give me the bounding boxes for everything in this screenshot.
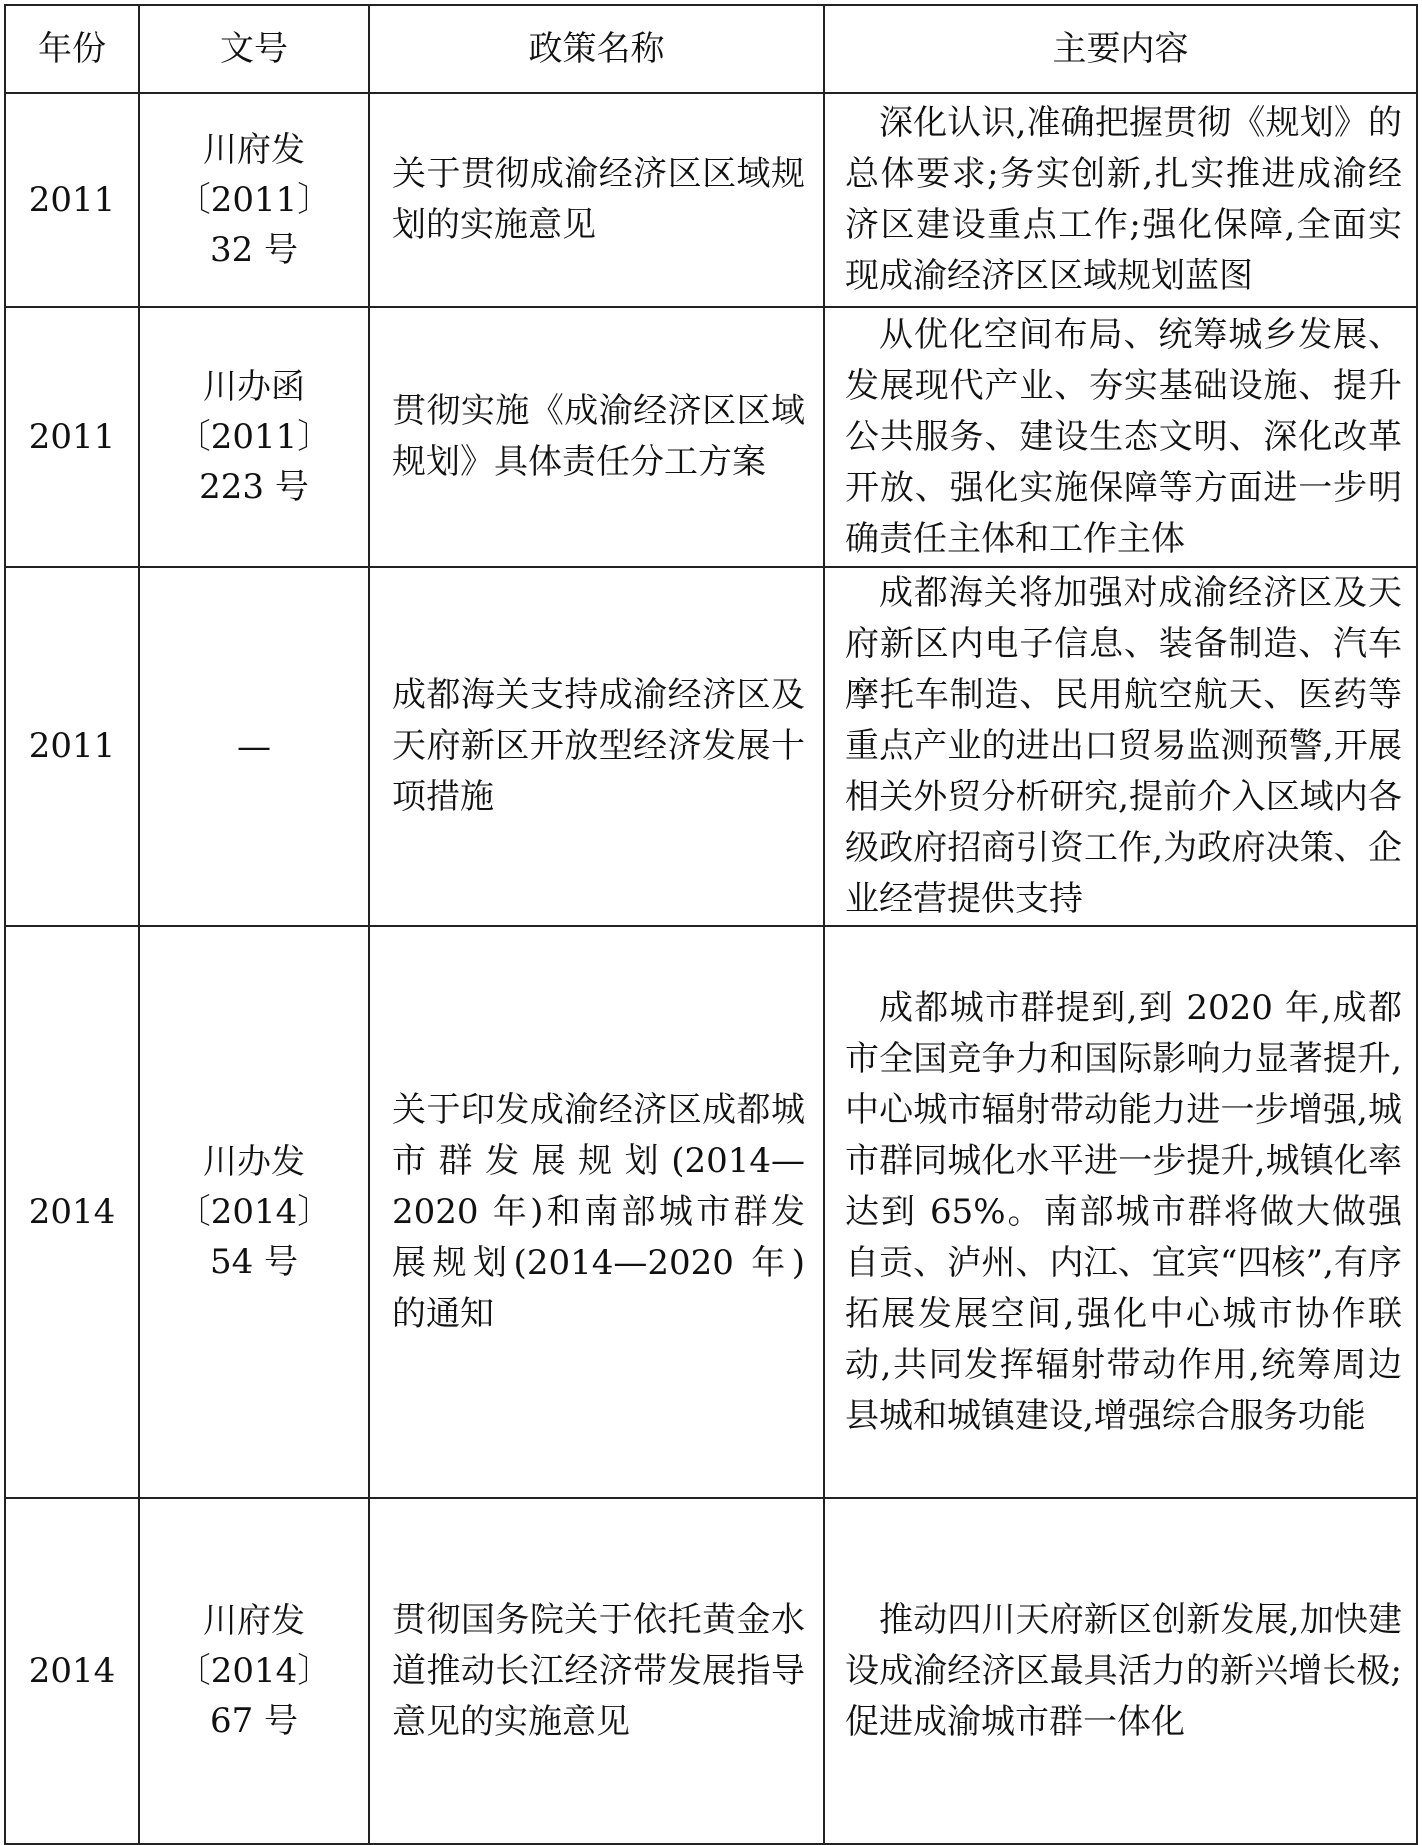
content-text: 成都海关将加强对成渝经济区及天府新区内电子信息、装备制造、汽车摩托车制造、民用航空航天、医药等重点产业的进出口贸易监测预警,开展相关外贸分析研究,提前介入区域内各级政府招商引资工作,为政府决策、企业经营提供支持 [845,573,1402,919]
cell-content [824,93,1417,307]
doc-no-line1: 川府发〔2011〕 [176,130,332,220]
cell-policy-name: 关于贯彻成渝经济区区域规划的实施意见 [369,93,824,307]
cell-content [824,307,1417,567]
doc-no-line2: 223 号 [199,467,309,507]
content-text: 成都城市群提到,到 2020 年,成都市全国竞争力和国际影响力显著提升,中心城市辐射带动能力进一步增强,城市群同城化水平进一步提升,城镇化率达到 65%。南部城市群将做大做强自贡、泸州、内江、宜宾“四核”,有序拓展发展空间,强化中心城市协作联动,共同发挥辐射带动作用,统筹周边县城和城镇建设,增强综合服务功能 [845,987,1402,1436]
cell-content [824,567,1417,926]
cell-doc-no [139,1498,369,1844]
cell-year: 2014 [5,926,139,1498]
header-doc-no: 文号 [139,5,369,93]
policy-table [4,4,1418,1845]
content-text: 深化认识,准确把握贯彻《规划》的总体要求;务实创新,扎实推进成渝经济区建设重点工作;强化保障,全面实现成渝经济区区域规划蓝图 [845,103,1402,296]
cell-doc-no [139,926,369,1498]
doc-no-line2: 54 号 [209,1242,299,1282]
doc-no-line1: 川办发〔2014〕 [176,1142,332,1232]
cell-policy-name: 关于印发成渝经济区成都城市群发展规划(2014—2020 年)和南部城市群发展规划(2014—2020 年)的通知 [369,926,824,1498]
header-year: 年份 [5,5,139,93]
content-text: 推动四川天府新区创新发展,加快建设成渝经济区最具活力的新兴增长极;促进成渝城市群一体化 [845,1599,1402,1742]
content-text: 从优化空间布局、统筹城乡发展、发展现代产业、夯实基础设施、提升公共服务、建设生态文明、深化改革开放、强化实施保障等方面进一步明确责任主体和工作主体 [845,314,1402,559]
doc-no-line1: 川府发〔2014〕 [176,1601,332,1691]
cell-year: 2011 [5,93,139,307]
doc-no-line2: 32 号 [209,230,299,270]
cell-content [824,1498,1417,1844]
header-row [5,5,1417,93]
cell-policy-name: 成都海关支持成渝经济区及天府新区开放型经济发展十项措施 [369,567,824,926]
doc-no-line1: 川办函〔2011〕 [176,367,332,457]
cell-year: 2011 [5,567,139,926]
table-row [5,567,1417,926]
header-policy-name: 政策名称 [369,5,824,93]
cell-year: 2011 [5,307,139,567]
cell-doc-no [139,307,369,567]
cell-year: 2014 [5,1498,139,1844]
policy-table-container [4,4,1416,1838]
cell-doc-no [139,567,369,926]
cell-content [824,926,1417,1498]
header-content: 主要内容 [824,5,1417,93]
doc-no-line1: — [237,726,271,767]
doc-no-line2: 67 号 [209,1701,299,1741]
cell-policy-name: 贯彻国务院关于依托黄金水道推动长江经济带发展指导意见的实施意见 [369,1498,824,1844]
cell-doc-no [139,93,369,307]
table-row [5,1498,1417,1844]
table-row [5,926,1417,1498]
table-row [5,93,1417,307]
table-row [5,307,1417,567]
cell-policy-name: 贯彻实施《成渝经济区区域规划》具体责任分工方案 [369,307,824,567]
